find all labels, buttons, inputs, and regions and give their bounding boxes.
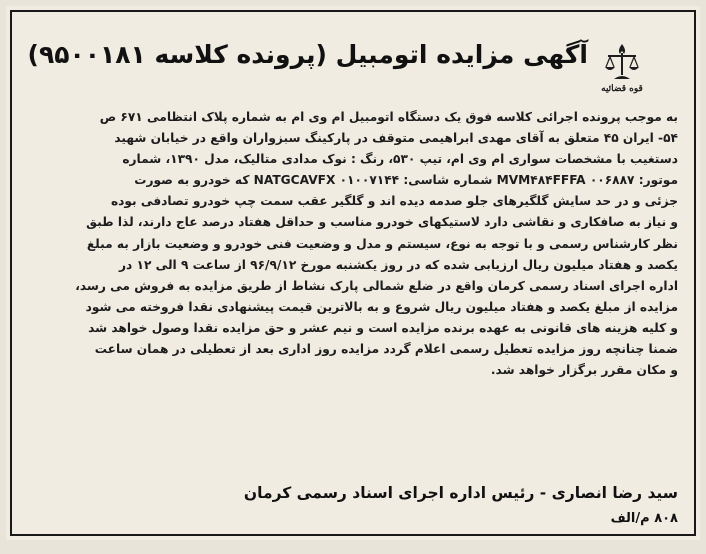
body-line: نظر کارشناس رسمی و با توجه به نوع، سیستم و مدل و وضعیت فنی خودرو و وضعیت بازار به مبلغ xyxy=(86,236,678,251)
judiciary-scales-emblem-icon xyxy=(602,42,642,82)
body-line: به موجب پرونده اجرائی کلاسه فوق یک دستگاه اتومبیل ام وی ام به شماره پلاک انتظامی ۶۷۱ ص xyxy=(99,110,678,124)
body-line: اداره اجرای اسناد رسمی کرمان واقع در ضلع شمالی پارک نشاط از طریق مزایده به فروش می رسد، xyxy=(75,278,678,293)
signature-line: سید رضا انصاری - رئیس اداره اجرای اسناد رسمی کرمان xyxy=(243,484,678,502)
body-line: و کلیه هزینه های قانونی به عهده برنده مزایده است و نیم عشر و حق مزایده نقدا وصول خواهد شد xyxy=(88,320,678,335)
notice-title: آگهی مزایده اتومبیل (پرونده کلاسه ۹۵۰۰۱۸۱) xyxy=(27,40,588,69)
body-line: ۵۴- ایران ۴۵ متعلق به آقای مهدی ابراهیمی متوقف در پارکینگ سبزواران واقع در خیابان شهید xyxy=(114,131,678,146)
body-line: موتور: MVM۴۸۴FFFA ۰۰۶۸۸۷ شماره شاسی: NATGCAVFX ۰۱۰۰۷۱۴۴ که خودرو به صورت xyxy=(134,173,678,188)
body-line: دستغیب با مشخصات سواری ام وی ام، تیپ ۵۳۰، رنگ : نوک مدادی متالیک، مدل ۱۳۹۰، شماره xyxy=(122,152,678,167)
emblem-caption: قوه قضائیه xyxy=(601,84,643,94)
notice-code: ۸۰۸ م/الف xyxy=(610,511,678,526)
body-line: ضمنا چنانچه روز مزایده تعطیل رسمی اعلام گردد مزایده روز اداری بعد از تعطیلی در همان ساعت xyxy=(94,342,678,357)
body-line: جزئی و در حد سایش گلگیرهای جلو صدمه دیده اند و گلگیر عقب سمت چپ خودرو تصادفی بوده xyxy=(110,194,678,209)
body-line: و نیاز به صافکاری و نقاشی دارد لاستیکهای خودرو مناسب و حداقل هفتاد درصد عاج دارند، لذا طبق xyxy=(86,215,678,230)
body-line: و مکان مقرر برگزار خواهد شد. xyxy=(490,363,678,378)
judiciary-emblem xyxy=(594,42,650,98)
body-line: مزایده از مبلغ یکصد و هفتاد میلیون ریال شروع و به بالاترین قیمت پیشنهادی نقدا فروخته می شود xyxy=(85,299,678,314)
notice-body xyxy=(24,107,678,381)
newspaper-clipping xyxy=(6,6,700,540)
body-line: یکصد و هفتاد میلیون ریال ارزیابی شده که در روز یکشنبه مورخ ۹۶/۹/۱۲ از ساعت ۹ الی ۱۲ در xyxy=(119,257,678,272)
